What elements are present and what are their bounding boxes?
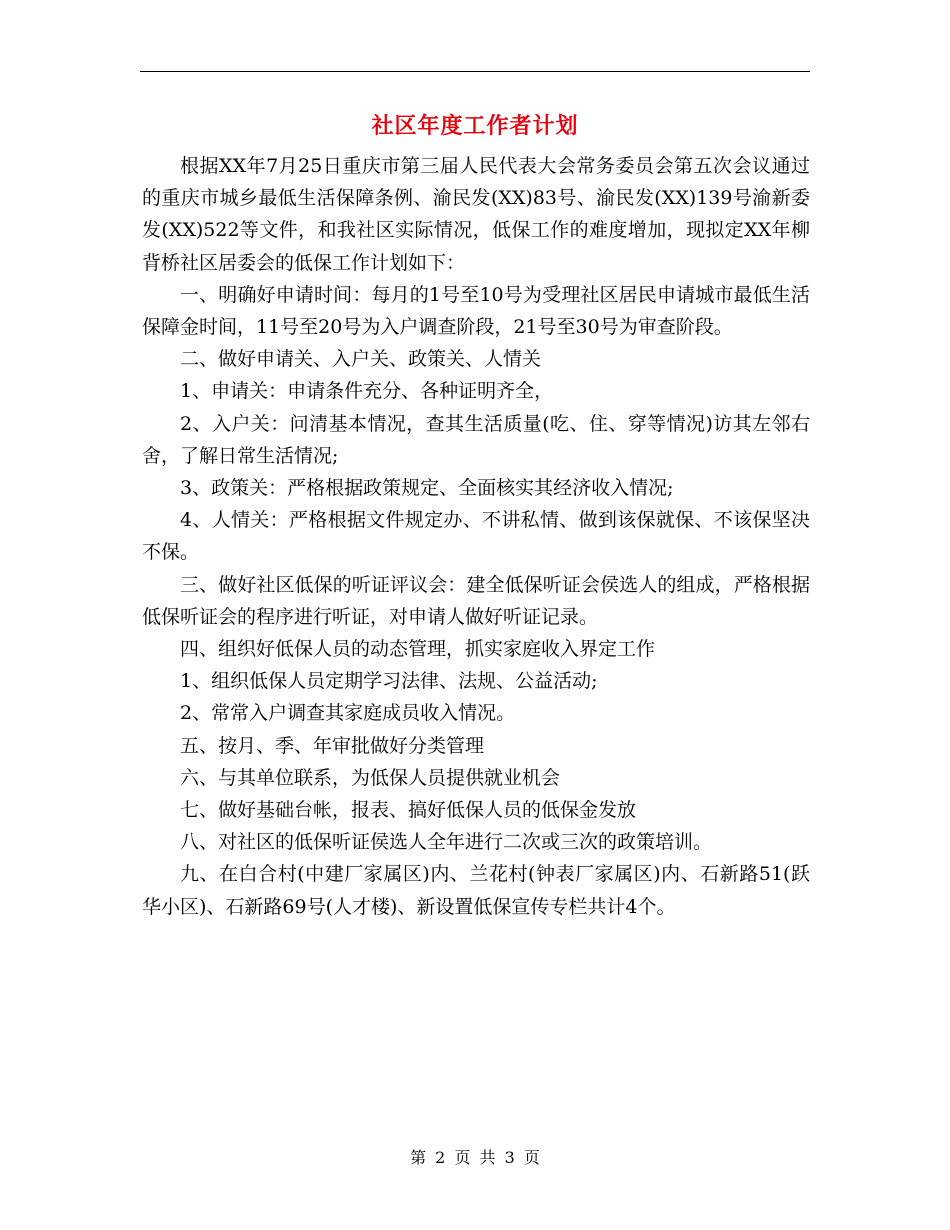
paragraph-section-4: 四、组织好低保人员的动态管理，抓实家庭收入界定工作 (180, 638, 656, 661)
paragraph-section-1: 一、明确好申请时间：每月的1号至10号为受理社区居民申请城市最低生活保障金时间，11号至20号为入户调查阶段，21号至30号为审查阶段。 (142, 283, 810, 339)
paragraph-item-4-2: 2、常常入户调查其家庭成员收入情况。 (180, 702, 516, 725)
document-body (142, 150, 810, 923)
paragraph-section-5: 五、按月、季、年审批做好分类管理 (180, 734, 485, 757)
paragraph-item-2-1: 1、申请关：申请条件充分、各种证明齐全， (180, 380, 554, 403)
paragraph-intro: 根据XX年7月25日重庆市第三届人民代表大会常务委员会第五次会议通过的重庆市城乡最低生活保障条例、渝民发(XX)83号、渝民发(XX)139号渝新委发(XX)522等文件，和我社区实际情况，低保工作的难度增加，现拟定XX年柳背桥社区居委会的低保工作计划如下： (142, 155, 810, 274)
paragraph-item-2-3: 3、政策关：严格根据政策规定、全面核实其经济收入情况; (180, 477, 674, 500)
document-title: 社区年度工作者计划 (371, 113, 579, 139)
paragraph-item-2-2: 2、入户关：问清基本情况，查其生活质量(吃、住、穿等情况)访其左邻右舍，了解日常生活情况; (142, 412, 810, 467)
paragraph-section-9: 九、在白合村(中建厂家属区)内、兰花村(钟表厂家属区)内、石新路51(跃华小区)、石新路69号(人才楼)、新设置低保宣传专栏共计4个。 (142, 863, 810, 918)
paragraph-section-8: 八、对社区的低保听证侯选人全年进行二次或三次的政策培训。 (180, 831, 713, 854)
paragraph-section-6: 六、与其单位联系，为低保人员提供就业机会 (180, 766, 561, 789)
paragraph-item-4-1: 1、组织低保人员定期学习法律、法规、公益活动; (180, 670, 598, 693)
page-indicator: 第 2 页 共 3 页 (410, 1148, 540, 1167)
paragraph-section-2: 二、做好申请关、入户关、政策关、人情关 (180, 348, 542, 371)
paragraph-section-7: 七、做好基础台帐，报表、搞好低保人员的低保金发放 (180, 799, 637, 822)
paragraph-section-3: 三、做好社区低保的听证评议会：建全低保听证会侯选人的组成，严格根据低保听证会的程序进行听证，对申请人做好听证记录。 (142, 573, 810, 628)
header-rule (140, 71, 810, 72)
paragraph-item-2-4: 4、人情关：严格根据文件规定办、不讲私情、做到该保就保、不该保坚决不保。 (142, 509, 810, 564)
